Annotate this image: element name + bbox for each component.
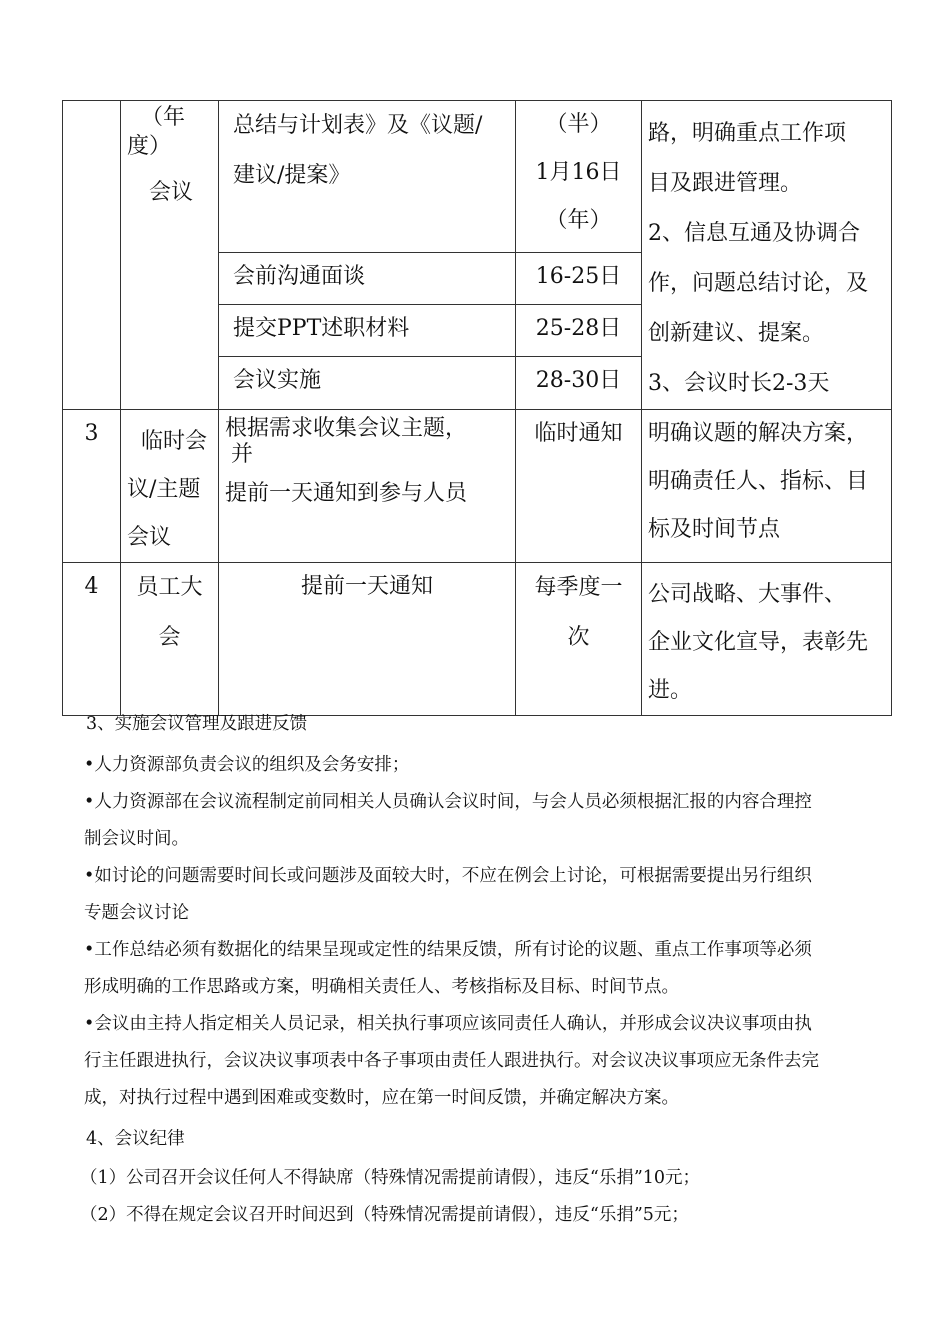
cell-row4-purpose (642, 563, 892, 716)
table-row-3 (63, 410, 892, 563)
section3-title: 3、实施会议管理及跟进反馈 (86, 714, 308, 734)
time-line: 16-25日 (535, 264, 622, 290)
table-row-annual-step1 (63, 101, 892, 253)
time-line: 1月16日 (535, 160, 622, 185)
purpose-line: 企业文化宣导，表彰先 (648, 630, 869, 655)
bullet-item (84, 858, 894, 932)
annual-name-line: 度） (127, 134, 172, 159)
row3-name-line: 临时会 (141, 429, 208, 454)
annual-name-line: 会议 (149, 180, 194, 205)
row4-name-line: 会 (158, 625, 181, 650)
bullet-line: •人力资源部在会议流程制定前同相关人员确认会议时间，与会人员必须根据汇报的内容合理控 (84, 792, 812, 812)
rule-item: （2）不得在规定会议召开时间迟到（特殊情况需提前请假），违反“乐捐”5元； (80, 1205, 689, 1225)
bullet-item (84, 932, 894, 1006)
content-line: 根据需求收集会议主题， (225, 416, 468, 441)
cell-annual-step1-content (219, 101, 516, 253)
content-line: 总结与计划表》及《议题/ (233, 113, 483, 138)
annual-name-line: （年 (141, 105, 186, 130)
cell-annual-step4-time (516, 357, 642, 410)
purpose-line: 目及跟进管理。 (648, 171, 803, 196)
meeting-table (62, 100, 892, 716)
cell-row4-num: 4 (63, 563, 121, 716)
bullet-line: 制会议时间。 (84, 829, 189, 849)
cell-annual-step4-content (219, 357, 516, 410)
cell-row3-content (219, 410, 516, 563)
cell-annual-step3-content (219, 305, 516, 357)
cell-annual-step3-time (516, 305, 642, 357)
bullet-line: •如讨论的问题需要时间长或问题涉及面较大时，不应在例会上讨论，可根据需要提出另行组织 (84, 866, 812, 886)
row3-name-line: 议/主题 (127, 477, 201, 502)
bullet-line: 成，对执行过程中遇到困难或变数时，应在第一时间反馈，并确定解决方案。 (84, 1088, 679, 1108)
section4-title: 4、会议纪律 (86, 1129, 185, 1149)
bullet-item (84, 1006, 894, 1117)
time-line: （半） (545, 112, 612, 137)
bullet-line: •会议由主持人指定相关人员记录，相关执行事项应该同责任人确认，并形成会议决议事项由执 (84, 1014, 812, 1034)
time-line: 每季度一 (534, 575, 623, 600)
rules-list (80, 1160, 890, 1234)
content-line: 并 (231, 442, 254, 467)
bullet-line: 行主任跟进执行，会议决议事项表中各子事项由责任人跟进执行。对会议决议事项应无条件去完 (84, 1051, 819, 1071)
bullet-line: 形成明确的工作思路或方案，明确相关责任人、考核指标及目标、时间节点。 (84, 977, 679, 997)
cell-row3-name (121, 410, 219, 563)
cell-annual-num (63, 101, 121, 410)
content-line: 会议实施 (233, 368, 322, 394)
purpose-line: 作，问题总结讨论，及 (648, 271, 869, 296)
content-line: 会前沟通面谈 (233, 264, 366, 290)
content-line: 提前一天通知到参与人员 (225, 481, 468, 506)
purpose-line: 创新建议、提案。 (648, 321, 825, 346)
cell-row4-time (516, 563, 642, 716)
cell-annual-step2-time (516, 253, 642, 305)
purpose-line: 2、信息互通及协调合 (648, 221, 860, 246)
cell-row3-num: 3 (63, 410, 121, 563)
purpose-line: 标及时间节点 (648, 517, 781, 542)
purpose-line: 3、会议时长2-3天 (648, 371, 830, 396)
time-line: （年） (545, 208, 612, 233)
cell-row3-purpose (642, 410, 892, 563)
bullet-line: •人力资源部负责会议的组织及会务安排； (84, 755, 410, 775)
row4-name-line: 员工大 (136, 575, 203, 600)
cell-annual-step1-time (516, 101, 642, 253)
content-line: 建议/提案》 (233, 163, 351, 188)
bullet-line: 专题会议讨论 (84, 903, 189, 923)
cell-row4-name (121, 563, 219, 716)
purpose-line: 进。 (648, 678, 693, 703)
purpose-line: 路，明确重点工作项 (648, 121, 847, 146)
content-line: 提交PPT述职材料 (233, 316, 410, 342)
row3-name-line: 会议 (127, 525, 172, 550)
bullet-item (84, 784, 894, 858)
bullet-line: •工作总结必须有数据化的结果呈现或定性的结果反馈，所有讨论的议题、重点工作事项等必须 (84, 940, 812, 960)
bullet-list (84, 747, 894, 1117)
time-line: 28-30日 (535, 368, 622, 394)
cell-annual-step2-content (219, 253, 516, 305)
purpose-line: 明确议题的解决方案， (648, 421, 869, 446)
cell-row3-time: 临时通知 (516, 410, 642, 563)
purpose-line: 明确责任人、指标、目 (648, 469, 869, 494)
time-line: 次 (567, 625, 590, 650)
table-row-4 (63, 563, 892, 716)
cell-annual-name (121, 101, 219, 410)
time-line: 25-28日 (535, 316, 622, 342)
rule-item: （1）公司召开会议任何人不得缺席（特殊情况需提前请假），违反“乐捐”10元； (80, 1168, 701, 1188)
purpose-line: 公司战略、大事件、 (648, 582, 847, 607)
bullet-item (84, 747, 894, 784)
cell-row4-content: 提前一天通知 (219, 563, 516, 716)
cell-annual-purpose (642, 101, 892, 410)
